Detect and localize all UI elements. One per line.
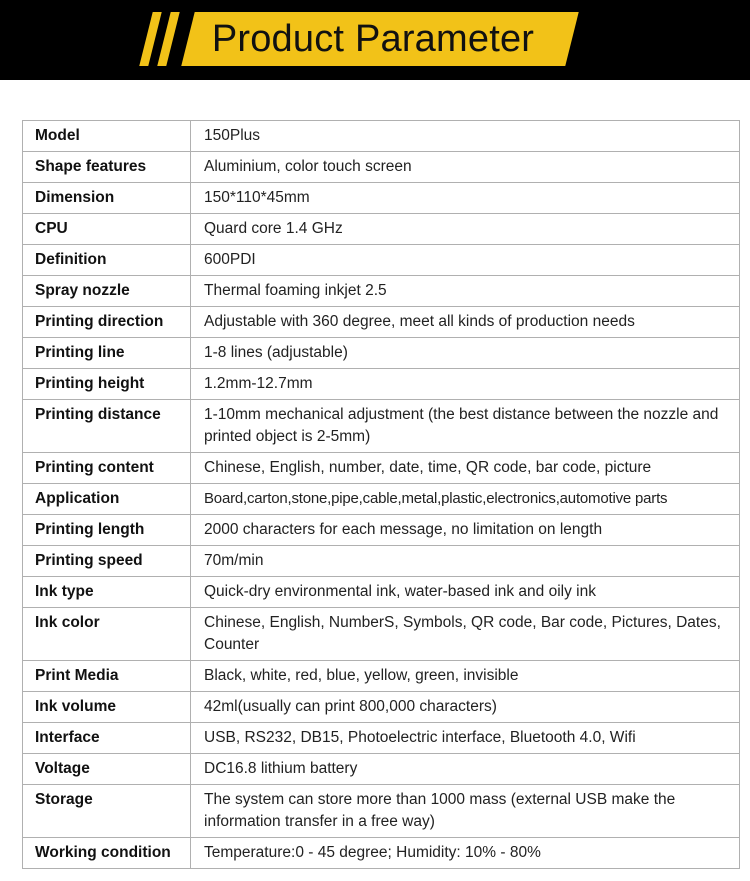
spec-row-interface [23, 723, 740, 754]
spec-row-printing-direction [23, 307, 740, 338]
spec-row-storage [23, 785, 740, 838]
header-banner [0, 0, 750, 80]
spec-value: 1-10mm mechanical adjustment (the best distance between the nozzle and printed object is 2-5mm) [191, 400, 740, 453]
spec-value: Thermal foaming inkjet 2.5 [191, 276, 740, 307]
spec-label: Printing content [23, 453, 191, 484]
spec-value: Aluminium, color touch screen [191, 152, 740, 183]
spec-value: Chinese, English, NumberS, Symbols, QR code, Bar code, Pictures, Dates, Counter [191, 608, 740, 661]
spec-row-cpu [23, 214, 740, 245]
spec-value: USB, RS232, DB15, Photoelectric interface, Bluetooth 4.0, Wifi [191, 723, 740, 754]
spec-row-printing-length [23, 515, 740, 546]
spec-value: 150*110*45mm [191, 183, 740, 214]
spec-row-working-condition [23, 838, 740, 869]
spec-value: Adjustable with 360 degree, meet all kinds of production needs [191, 307, 740, 338]
spec-label: Ink color [23, 608, 191, 661]
spec-label: Printing height [23, 369, 191, 400]
decor-stripe [157, 12, 179, 66]
spec-row-printing-distance [23, 400, 740, 453]
spec-row-model [23, 121, 740, 152]
spec-row-spray-nozzle [23, 276, 740, 307]
spec-value: 600PDI [191, 245, 740, 276]
spec-label: Shape features [23, 152, 191, 183]
spec-row-printing-content [23, 453, 740, 484]
spec-row-voltage [23, 754, 740, 785]
spec-label: Printing direction [23, 307, 191, 338]
page-title: Product Parameter [211, 18, 535, 60]
spec-label: Interface [23, 723, 191, 754]
spec-row-application [23, 484, 740, 515]
spec-value: 42ml(usually can print 800,000 characters) [191, 692, 740, 723]
spec-row-printing-speed [23, 546, 740, 577]
spec-value: 2000 characters for each message, no limitation on length [191, 515, 740, 546]
spec-value: The system can store more than 1000 mass (external USB make the information transfer in a free way) [191, 785, 740, 838]
spec-value: Black, white, red, blue, yellow, green, invisible [191, 661, 740, 692]
spec-value: Temperature:0 - 45 degree; Humidity: 10% - 80% [191, 838, 740, 869]
spec-label: Spray nozzle [23, 276, 191, 307]
spec-row-ink-type [23, 577, 740, 608]
spec-label: Application [23, 484, 191, 515]
spec-value: Quick-dry environmental ink, water-based ink and oily ink [191, 577, 740, 608]
spec-label: Ink type [23, 577, 191, 608]
spec-row-shape-features [23, 152, 740, 183]
spec-label: Printing speed [23, 546, 191, 577]
spec-label: Printing length [23, 515, 191, 546]
spec-row-dimension [23, 183, 740, 214]
spec-label: CPU [23, 214, 191, 245]
spec-label: Working condition [23, 838, 191, 869]
spec-label: Model [23, 121, 191, 152]
spec-value: Chinese, English, number, date, time, QR code, bar code, picture [191, 453, 740, 484]
spec-label: Print Media [23, 661, 191, 692]
spec-value: Board,carton,stone,pipe,cable,metal,plastic,electronics,automotive parts [191, 484, 740, 515]
spec-value: 1.2mm-12.7mm [191, 369, 740, 400]
spec-label: Dimension [23, 183, 191, 214]
spec-value: 150Plus [191, 121, 740, 152]
spec-label: Storage [23, 785, 191, 838]
spec-table [22, 120, 740, 869]
spec-row-ink-volume [23, 692, 740, 723]
spec-label: Printing distance [23, 400, 191, 453]
spec-row-ink-color [23, 608, 740, 661]
spec-row-definition [23, 245, 740, 276]
spec-value: 1-8 lines (adjustable) [191, 338, 740, 369]
spec-label: Ink volume [23, 692, 191, 723]
spec-value: Quard core 1.4 GHz [191, 214, 740, 245]
spec-value: DC16.8 lithium battery [191, 754, 740, 785]
spec-row-print-media [23, 661, 740, 692]
spec-value: 70m/min [191, 546, 740, 577]
spec-label: Voltage [23, 754, 191, 785]
spec-row-printing-line [23, 338, 740, 369]
spec-row-printing-height [23, 369, 740, 400]
spec-label: Definition [23, 245, 191, 276]
spec-label: Printing line [23, 338, 191, 369]
